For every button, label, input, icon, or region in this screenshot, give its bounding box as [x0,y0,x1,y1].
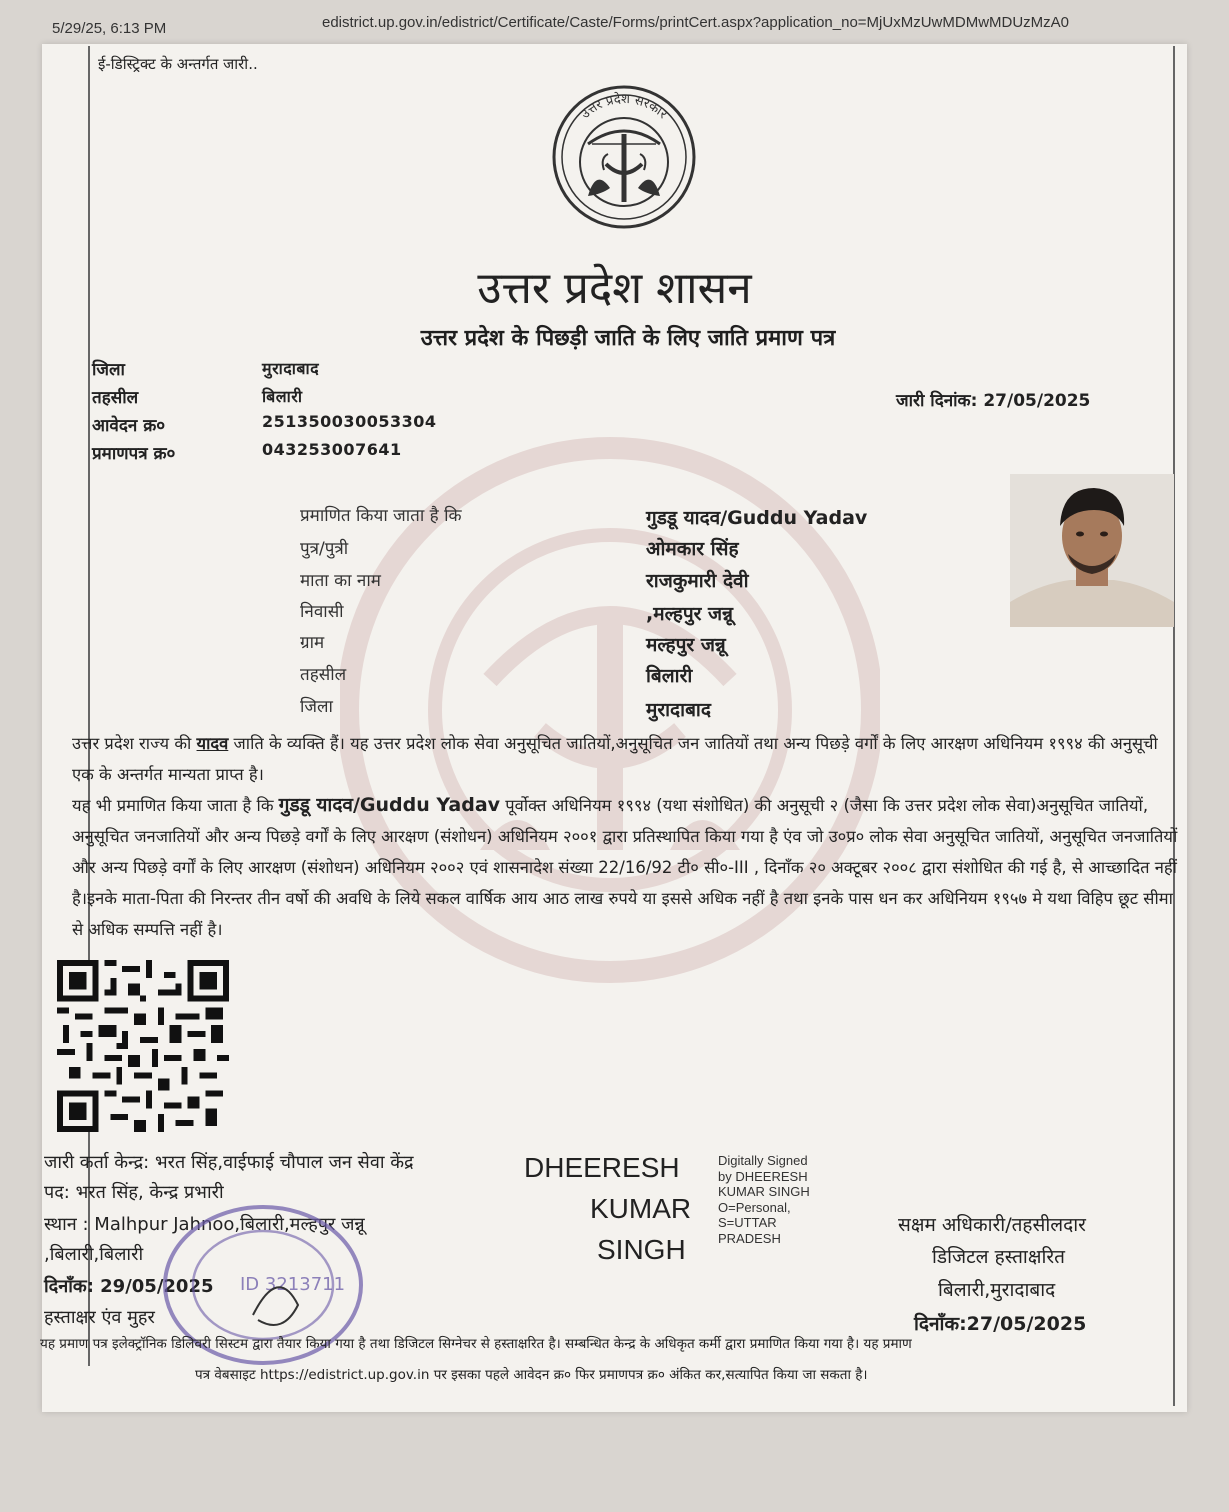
signature-name-line3: SINGH [597,1234,686,1265]
meta-label-district: जिला [92,360,125,380]
person-label-certified: प्रमाणित किया जाता है कि [300,506,462,526]
footer-note-line2: पत्र वेबसाइट https://edistrict.up.gov.in पर इसका पहले आवेदन क्र० फिर प्रमाणपत्र क्र० अंकित कर,सत्यापित किया जा सकता है। [195,1367,868,1383]
government-title: उत्तर प्रदेश शासन [477,263,752,314]
frame-right-border [1173,46,1175,1406]
person-value-father: ओमकार सिंह [646,538,739,560]
meta-label-tehsil: तहसील [92,388,139,408]
up-government-emblem-icon [548,84,700,230]
issuer-place-line1: स्थान : Malhpur Jahnoo,बिलारी,मल्हपुर जन्नू [44,1214,365,1235]
sig-detail-line: O=Personal, [718,1199,791,1215]
print-url: edistrict.up.gov.in/edistrict/Certificate/Caste/Forms/printCert.aspx?application_no=MjUxMzUwMDMwMDUzMzA0 [322,14,1070,31]
person-value-name: गुडडू यादव/Guddu Yadav [646,507,868,529]
person-label-district: जिला [300,697,333,717]
caste-name: यादव [196,734,229,753]
caste-statement-paragraph [72,728,1182,790]
meta-label-application-no: आवेदन क्र० [92,416,166,436]
sig-detail-line: by DHEERESH [718,1168,808,1184]
emblem-text: उत्तर प्रदेश सरकार [578,91,671,123]
para1-pre-text: उत्तर प्रदेश राज्य की [72,734,197,753]
verification-qr-code [52,960,234,1132]
authority-date: दिनाँक:27/05/2025 [914,1313,1087,1335]
issuer-place-line2: ,बिलारी,बिलारी [44,1244,144,1265]
browser-print-header [0,0,1229,44]
para2-post-text: पूर्वोक्त अधिनियम १९९४ (यथा संशोधित) की अनुसूची २ (जैसा कि उत्तर प्रदेश लोक सेवा)अनुसूचित जातियों, अनुसूचित जनजातियों और अन्य पिछड़े वर्गों के लिए आरक्षण (संशोधन) अधिनियम २००१ द्वारा प्रतिस्थापित किया गया है एंव जो उ०प्र० लोक सेवा अनुसूचित जातियों, अनुसूचित जनजातियों और अन्य पिछड़े वर्गों के लिए आरक्षण (संशोधन) अधिनियम २००२ एवं शासनादेश संख्या 22/16/92 टी० सी०-III , दिनाँक २० अक्टूबर २००८ द्वारा संशोधित की गई है, से आच्छादित नहीं है।इनके माता-पिता की निरन्तर तीन वर्षो की अवधि के लिये सकल वार्षिक आय आठ लाख रुपये या इससे अधिक नहीं है तथा इनके पास धन कर अधिनियम १९५७ मे यथा विहिप छूट सीमा से अधिक सम्पत्ति नहीं है। [72,796,1178,939]
certificate-title: उत्तर प्रदेश के पिछड़ी जाति के लिए जाति प्रमाण पत्र [420,326,836,351]
meta-value-district: मुरादाबाद [262,359,320,378]
authority-designation: सक्षम अधिकारी/तहसीलदार [898,1214,1086,1236]
issuing-center: जारी कर्ता केन्द्र: भरत सिंह,वाईफाई चौपाल जन सेवा केंद्र [44,1152,414,1173]
meta-value-tehsil: बिलारी [262,387,303,406]
person-value-mother: राजकुमारी देवी [646,570,749,592]
stamp-id-text: ID 3213711 [240,1274,346,1295]
issuer-date: दिनाँक: 29/05/2025 [44,1276,214,1297]
sig-detail-line: Digitally Signed [718,1153,808,1168]
person-label-village: ग्राम [300,633,325,653]
issued-under-note: ई-डिस्ट्रिक्ट के अन्तर्गत जारी.. [98,55,258,73]
person-value-village: मल्हपुर जन्नू [646,634,726,656]
sig-detail-line: S=UTTAR [718,1215,777,1230]
para1-post-text: जाति के व्यक्ति हैं। यह उत्तर प्रदेश लोक सेवा अनुसूचित जातियों,अनुसूचित जन जातियों तथा अन्य पिछड़े वर्गों के लिए आरक्षण अधिनियम १९९४ की अनुसूची एक के अन्तर्गत मान्यता प्राप्त है। [72,734,1158,784]
signature-name-line1: DHEERESH [524,1152,680,1183]
person-label-son-daughter: पुत्र/पुत्री [300,539,349,559]
issuer-post: पद: भरत सिंह, केन्द्र प्रभारी [44,1182,224,1203]
print-timestamp: 5/29/25, 6:13 PM [52,20,167,37]
digital-signature-details [718,1153,828,1246]
person-label-mother: माता का नाम [300,571,381,591]
authority-location: बिलारी,मुरादाबाद [938,1279,1056,1301]
meta-value-certificate-no: 043253007641 [262,440,402,459]
signature-name-line2: KUMAR [590,1193,692,1224]
sig-detail-line: KUMAR SINGH [718,1184,810,1199]
applicant-photo [1010,474,1174,627]
person-value-tehsil: बिलारी [646,665,693,687]
authority-digitally-signed: डिजिटल हस्ताक्षरित [932,1246,1065,1268]
para2-person-name: गुडडू यादव/Guddu Yadav [278,794,501,816]
meta-value-application-no: 251350030053304 [262,412,437,431]
signature-and-seal-label: हस्ताक्षर एंव मुहर [44,1307,155,1328]
income-statement-paragraph [72,790,1182,945]
para2-pre-text: यह भी प्रमाणित किया जाता है कि [72,796,279,815]
meta-label-certificate-no: प्रमाणपत्र क्र० [92,444,176,464]
person-value-district: मुरादाबाद [646,699,711,721]
issue-date: जारी दिनांक: 27/05/2025 [896,391,1091,411]
person-value-resident: ,मल्हपुर जन्नू [646,603,733,625]
person-label-resident: निवासी [300,602,344,622]
person-label-tehsil: तहसील [300,665,347,685]
sig-detail-line: PRADESH [718,1230,781,1246]
footer-note-line1: यह प्रमाण पत्र इलेक्ट्रॉनिक डिलिवरी सिस्टम द्वारा तैयार किया गया है तथा डिजिटल सिग्नेचर से हस्ताक्षरित है। सम्बन्धित केन्द्र के अधिकृत कर्मी द्वारा प्रमाणित किया गया है। यह प्रमाण [40,1336,912,1352]
